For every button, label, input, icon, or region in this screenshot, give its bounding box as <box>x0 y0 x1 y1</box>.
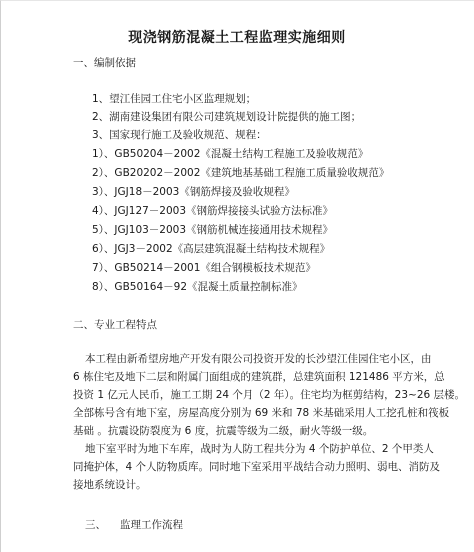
standard-item-6: 6）、JGJ3－2002《高层建筑混凝土结构技术规程》 <box>92 243 331 255</box>
paragraph-line: 同掩护体，4 个人防物质库。同时地下室采用平战结合动力照明、弱电、消防及 <box>73 461 441 473</box>
section-heading-characteristics: 二、专业工程特点 <box>73 319 157 331</box>
standard-item-5: 5）、JGJ103－2003《钢筋机械连接通用技术规程》 <box>92 224 334 236</box>
section-heading-basis: 一、编制依据 <box>73 57 136 69</box>
standard-item-4: 4）、JGJ127－2003《钢筋焊接接头试验方法标准》 <box>92 205 334 217</box>
standard-item-3: 3）、JGJ18－2003《钢筋焊接及验收规程》 <box>92 186 295 198</box>
paragraph-line: 接地系统设计。 <box>73 479 147 491</box>
basis-item-3: 3、国家现行施工及验收规范、规程： <box>92 129 267 141</box>
standard-item-7: 7）、GB50214－2001《组合钢模板技术规范》 <box>92 262 316 274</box>
paragraph-line: 全部栋号含有地下室，房屋高度分别为 69 米和 78 米基础采用人工挖孔桩和筏板 <box>73 407 450 419</box>
paragraph-line: 基础 。抗震设防裂度为 6 度，抗震等级为二级，耐火等级一级。 <box>73 425 374 437</box>
standard-item-2: 2）、GB20202－2002《建筑地基基础工程施工质量验收规范》 <box>92 167 390 179</box>
section-number-workflow: 三、 <box>85 519 106 531</box>
paragraph-line: 投资 1 亿元人民币，施工工期 24 个月（2 年）。住宅均为框剪结构，23~26 层楼。 <box>73 389 466 401</box>
standard-item-8: 8）、GB50164－92《混凝土质量控制标准》 <box>92 281 303 293</box>
basis-item-2: 2、湖南建设集团有限公司建筑规划设计院提供的施工图； <box>92 111 362 123</box>
document-title: 现浇钢筋混凝土工程监理实施细则 <box>128 30 346 46</box>
paragraph-line: 地下室平时为地下车库，战时为人防工程共分为 4 个防护单位、2 个甲类人 <box>85 443 434 455</box>
basis-item-1: 1、望江佳园工住宅小区监理规划； <box>92 93 257 105</box>
paragraph-line: 6 栋住宅及地下二层和附属门面组成的建筑群，总建筑面积 121486 平方米，总 <box>73 371 445 383</box>
paragraph-line: 本工程由新希望房地产开发有限公司投资开发的长沙望江佳园住宅小区，由 <box>85 353 432 365</box>
section-heading-workflow: 监理工作流程 <box>120 519 183 531</box>
standard-item-1: 1）、GB50204－2002《混凝土结构工程施工及验收规范》 <box>92 148 369 160</box>
